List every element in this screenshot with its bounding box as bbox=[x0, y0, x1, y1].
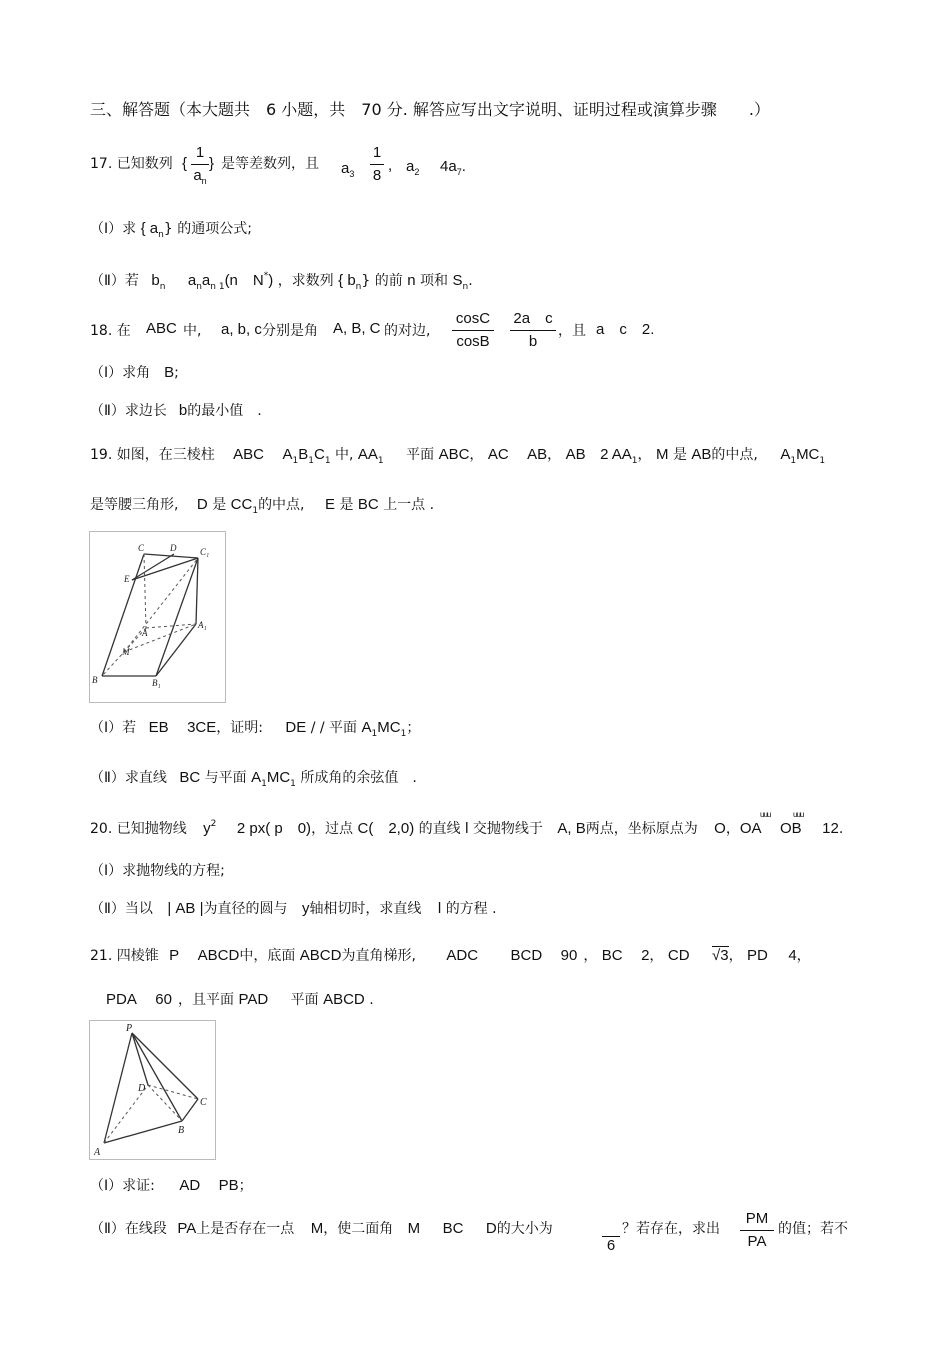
q20-stem: 20. 已知抛物线 $y^2$ 2 px( p 0)，过点 C( 2,0) 的直线 l 交抛物线于 A, B两点，坐标原点为 O，OA OB 12. bbox=[90, 819, 844, 837]
label-a: A bbox=[94, 1147, 101, 1158]
edge-c-b bbox=[102, 554, 144, 676]
label-d: D bbox=[170, 543, 177, 553]
q18-stem-a: 18. 在 bbox=[90, 323, 131, 339]
q17-fraction bbox=[191, 144, 209, 186]
q17-brace-open: { bbox=[182, 155, 188, 172]
q21-pi-over-6: 6 bbox=[602, 1218, 620, 1255]
q18-abc: ABC bbox=[146, 320, 177, 337]
q18-part2: （Ⅱ）求边长 b的最小值 . bbox=[90, 402, 262, 419]
q17-frac-num: 1 bbox=[195, 144, 205, 161]
q17-value-fraction: 1 8 bbox=[370, 144, 384, 185]
q21-line2: PDA 60 ，且平面 PAD 平面 ABCD . bbox=[106, 991, 374, 1008]
label-a: A bbox=[142, 628, 148, 638]
edge-c1-a1 bbox=[196, 558, 198, 624]
q18-sides: a, b, c bbox=[221, 321, 262, 338]
q21-pyramid-figure bbox=[89, 1020, 216, 1160]
q17-stem-a: 17. 已知数列 bbox=[90, 156, 173, 172]
pyramid-diagram bbox=[90, 1021, 215, 1159]
edge-m-c1 bbox=[124, 558, 198, 652]
q21-sqrt3: √3 bbox=[711, 947, 729, 964]
q18-stem-e: ，且 bbox=[558, 323, 586, 339]
q17-a3: $a_3$ bbox=[341, 160, 355, 179]
label-b: B bbox=[92, 675, 98, 685]
q18-stem-b: 中, bbox=[183, 323, 202, 339]
q19-prism-figure bbox=[89, 531, 226, 703]
q21-part2-e: ？若存在，求出 bbox=[622, 1221, 720, 1237]
q17-part1: （Ⅰ）求 { $a_n$} 的通项公式; bbox=[90, 220, 252, 240]
q17-comma: , bbox=[388, 157, 393, 174]
label-p: P bbox=[126, 1023, 133, 1034]
edge-p-b bbox=[132, 1033, 182, 1121]
edge-a-b bbox=[104, 1121, 185, 1143]
q17-stem-b: 是等差数列，且 bbox=[221, 156, 319, 172]
label-d: D bbox=[138, 1083, 146, 1094]
edge-p-a bbox=[104, 1033, 132, 1143]
q18-stem-d: 的对边, bbox=[384, 323, 431, 339]
q17-brace-close: } bbox=[209, 155, 215, 172]
section-header: 三、解答题（本大题共 6 小题，共 70 分. 解答应写出文字说明、证明过程或演算步骤 .） bbox=[90, 100, 770, 119]
q20-part1: （Ⅰ）求抛物线的方程; bbox=[90, 863, 225, 879]
prism-diagram bbox=[90, 532, 225, 702]
q19-part2: （Ⅱ）求直线 BC 与平面 $A_1MC_1$ 所成角的余弦值 . bbox=[90, 769, 417, 789]
q21-part2: （Ⅱ）在线段 PA上是否存在一点 M，使二面角 M BC D的大小为 bbox=[90, 1220, 553, 1237]
q18-angles: A, B, C bbox=[333, 320, 381, 337]
label-c: C bbox=[138, 543, 145, 553]
q21-part1: （Ⅰ）求证: AD PB； bbox=[90, 1177, 253, 1194]
q18-part1: （Ⅰ）求角 B; bbox=[90, 364, 179, 381]
q18-condition: a c 2. bbox=[596, 321, 655, 338]
label-c: C bbox=[200, 1097, 207, 1108]
q17-frac-den: $a_n$ bbox=[193, 167, 207, 186]
q20-part2: （Ⅱ）当以 | AB |为直径的圆与 y轴相切时，求直线 l 的方程 . bbox=[90, 900, 497, 917]
q19-part1: （Ⅰ）若 EB 3CE，证明: DE / / 平面 $A_1MC_1$； bbox=[90, 719, 421, 739]
q17-part2: （Ⅱ）若 $b_n$ $a_na_{n 1}(n$ N*) ，求数列 { $b_n$} 的前 n 项和 $S_n$. bbox=[90, 271, 473, 292]
q21-line1: 21. 四棱锥 P ABCD中，底面 ABCD为直角梯形, ADC BCD 90 ， BC 2， CD √3， PD 4， bbox=[90, 947, 811, 964]
q20-vector-oa-arrow: uuu bbox=[760, 810, 771, 819]
q21-ratio-pm-pa: PM PA bbox=[740, 1210, 774, 1251]
label-b: B bbox=[178, 1125, 185, 1136]
q17-a7: $4a_7$. bbox=[440, 158, 466, 177]
q19-line2: 是等腰三角形, D 是 $CC_1$的中点, E 是 BC 上一点 . bbox=[90, 496, 435, 516]
q17-a2: $a_2$ bbox=[406, 158, 420, 177]
edge-d-e bbox=[132, 554, 174, 580]
q21-part2-f: 的值；若不 bbox=[778, 1221, 848, 1237]
q19-line1: 19. 如图，在三棱柱 ABC $A_1B_1C_1$ 中, $AA_1$ 平面 ABC， AC AB， AB 2 $AA_1$， M 是 AB的中点, $A_1MC_1$ bbox=[90, 446, 826, 466]
edge-c1-b1 bbox=[156, 558, 198, 676]
q20-vector-ob-arrow: uuu bbox=[793, 810, 804, 819]
q18-frac-cos: cosC cosB bbox=[452, 310, 494, 351]
label-m: M bbox=[122, 647, 130, 657]
q18-stem-c: 分别是角 bbox=[262, 323, 318, 339]
label-b1: B₁ bbox=[152, 678, 161, 688]
edge-c-a bbox=[144, 554, 146, 628]
label-c1: C₁ bbox=[200, 547, 210, 557]
q18-frac-ratio: 2a c b bbox=[510, 310, 556, 351]
edge-b-c bbox=[182, 1099, 198, 1121]
edge-a-a1 bbox=[146, 624, 196, 628]
label-e: E bbox=[124, 574, 130, 584]
label-a1: A₁ bbox=[198, 620, 207, 630]
